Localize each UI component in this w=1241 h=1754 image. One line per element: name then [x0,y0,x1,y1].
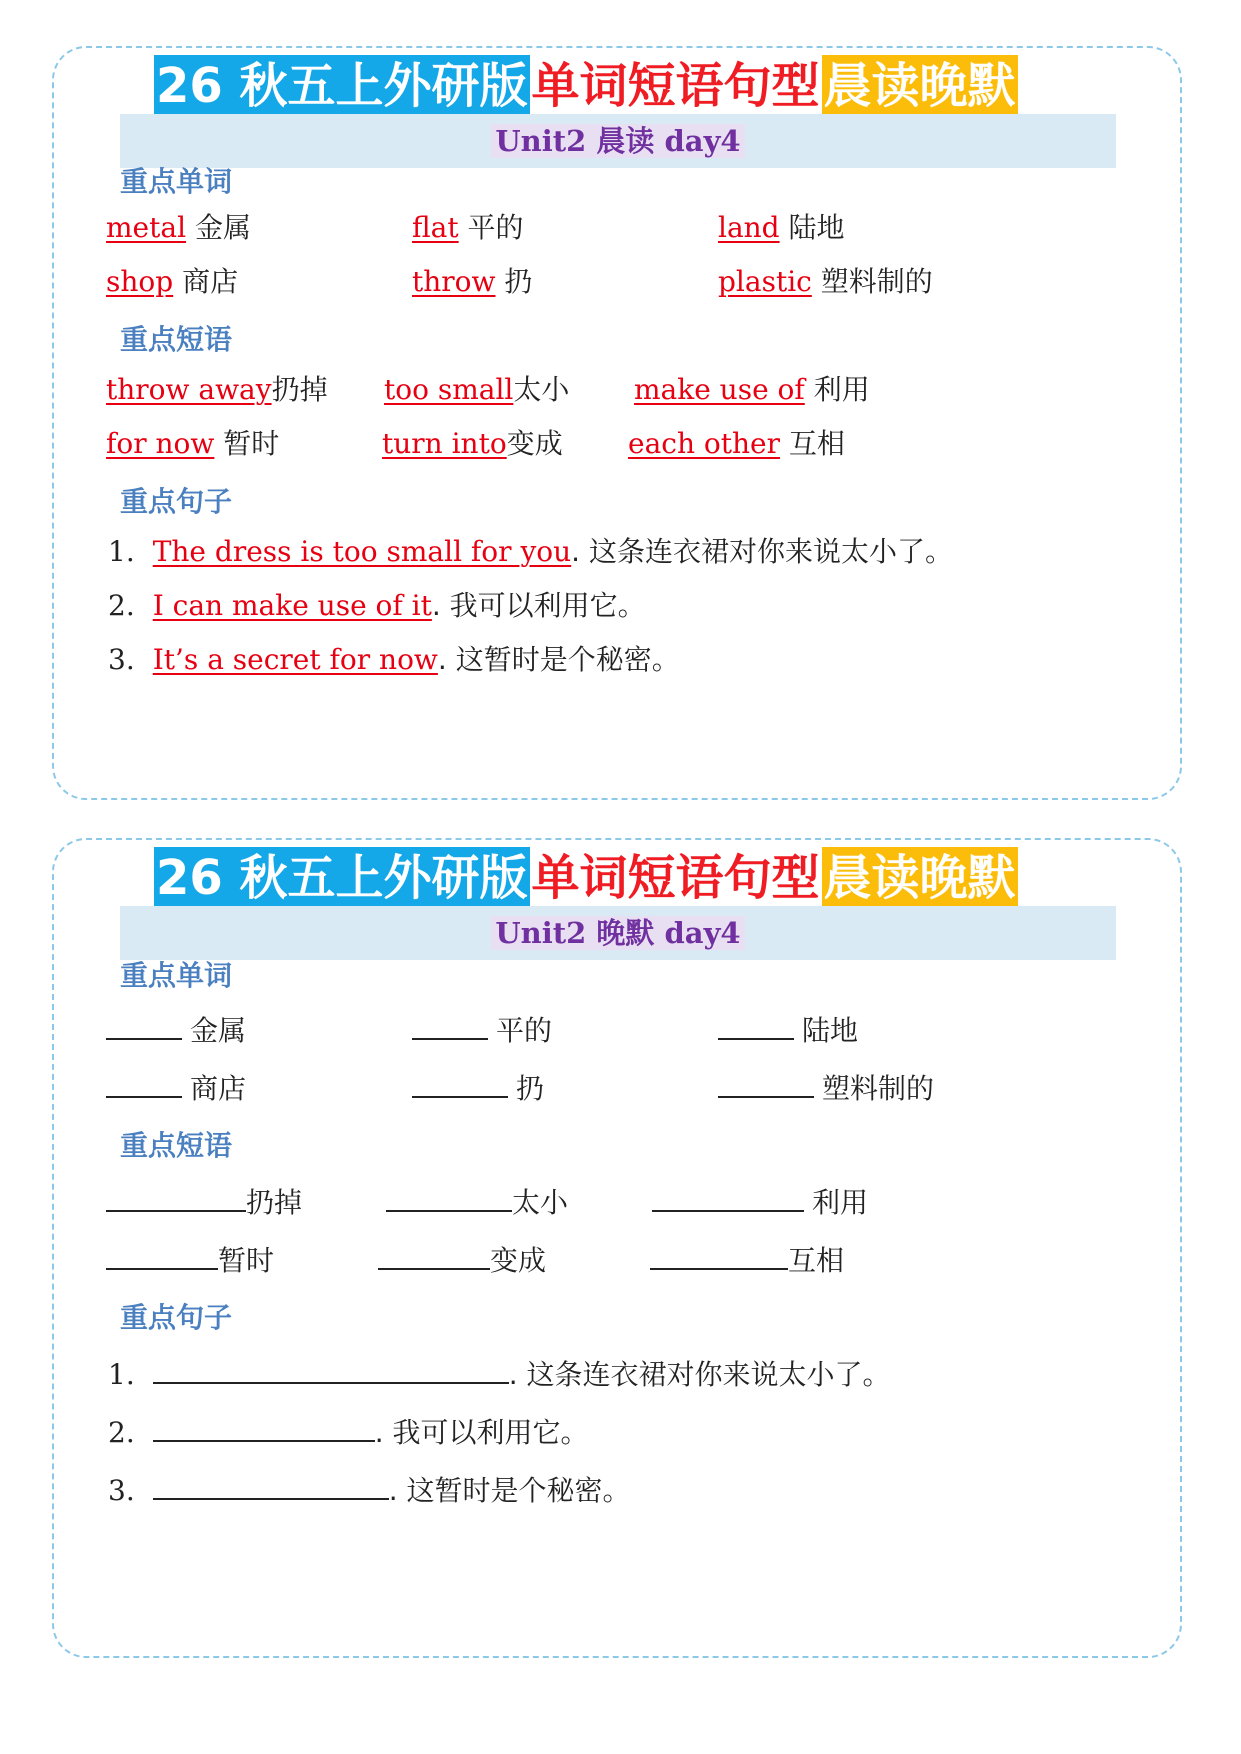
answer-blank[interactable] [412,1008,488,1040]
answer-blank[interactable] [386,1180,512,1212]
subtitle-bar [120,906,1116,960]
subtitle: Unit2 晚默 day4 [491,916,744,950]
title-part-2: 单词短语句型 [530,847,822,909]
section-words-heading: 重点单词 [120,959,233,992]
sentence-item: 3. It’s a secret for now. 这暂时是个秘密。 [108,643,680,676]
answer-blank[interactable] [106,1180,246,1212]
answer-blank[interactable] [718,1066,814,1098]
sentence-blank-item: 2. . 我可以利用它。 [108,1410,589,1453]
answer-blank[interactable] [412,1066,508,1098]
section-sentences-heading: 重点句子 [120,1301,233,1334]
sentence-blank-item: 3. . 这暂时是个秘密。 [108,1468,631,1511]
title-part-2: 单词短语句型 [530,55,822,117]
answer-blank[interactable] [106,1066,182,1098]
answer-blank[interactable] [153,1410,375,1442]
phrase-item: throw away扔掉 [106,373,328,406]
word-item: land 陆地 [718,211,845,244]
phrase-blank-item: 互相 [650,1238,844,1281]
word-blank-item: 陆地 [718,1008,858,1051]
subtitle-bar [120,114,1116,168]
answer-blank[interactable] [106,1008,182,1040]
word-blank-item: 扔 [412,1066,544,1109]
phrase-blank-item: 扔掉 [106,1180,302,1223]
word-blank-item: 金属 [106,1008,246,1051]
phrase-blank-item: 暂时 [106,1238,274,1281]
word-item: throw 扔 [412,265,533,298]
section-words-heading: 重点单词 [120,165,233,198]
sentence-item: 2. I can make use of it. 我可以利用它。 [108,589,646,622]
answer-blank[interactable] [718,1008,794,1040]
title-part-1: 26 秋五上外研版 [154,55,530,117]
page-title [154,847,1018,909]
phrase-item: for now 暂时 [106,427,280,460]
answer-blank[interactable] [153,1468,389,1500]
title-part-3: 晨读晚默 [822,55,1018,117]
phrase-item: make use of 利用 [634,373,870,406]
phrase-item: too small太小 [384,373,570,406]
subtitle: Unit2 晨读 day4 [491,124,744,158]
word-item: plastic 塑料制的 [718,265,933,298]
word-blank-item: 塑料制的 [718,1066,934,1109]
morning-card [52,46,1182,800]
phrase-blank-item: 变成 [378,1238,546,1281]
phrase-item: turn into变成 [382,427,563,460]
answer-blank[interactable] [378,1238,490,1270]
sentence-item: 1. The dress is too small for you. 这条连衣裙对你来说太小了。 [108,535,953,568]
title-part-1: 26 秋五上外研版 [154,847,530,909]
section-phrases-heading: 重点短语 [120,1129,233,1162]
answer-blank[interactable] [106,1238,218,1270]
answer-blank[interactable] [652,1180,804,1212]
section-phrases-heading: 重点短语 [120,323,233,356]
word-item: flat 平的 [412,211,524,244]
phrase-blank-item: 利用 [652,1180,868,1223]
answer-blank[interactable] [153,1352,509,1384]
word-item: shop 商店 [106,265,239,298]
phrase-item: each other 互相 [628,427,845,460]
word-blank-item: 商店 [106,1066,246,1109]
word-item: metal 金属 [106,211,251,244]
answer-blank[interactable] [650,1238,788,1270]
sentence-blank-item: 1. . 这条连衣裙对你来说太小了。 [108,1352,891,1395]
page-title [154,55,1018,117]
title-part-3: 晨读晚默 [822,847,1018,909]
word-blank-item: 平的 [412,1008,552,1051]
phrase-blank-item: 太小 [386,1180,568,1223]
evening-card [52,838,1182,1658]
section-sentences-heading: 重点句子 [120,485,233,518]
